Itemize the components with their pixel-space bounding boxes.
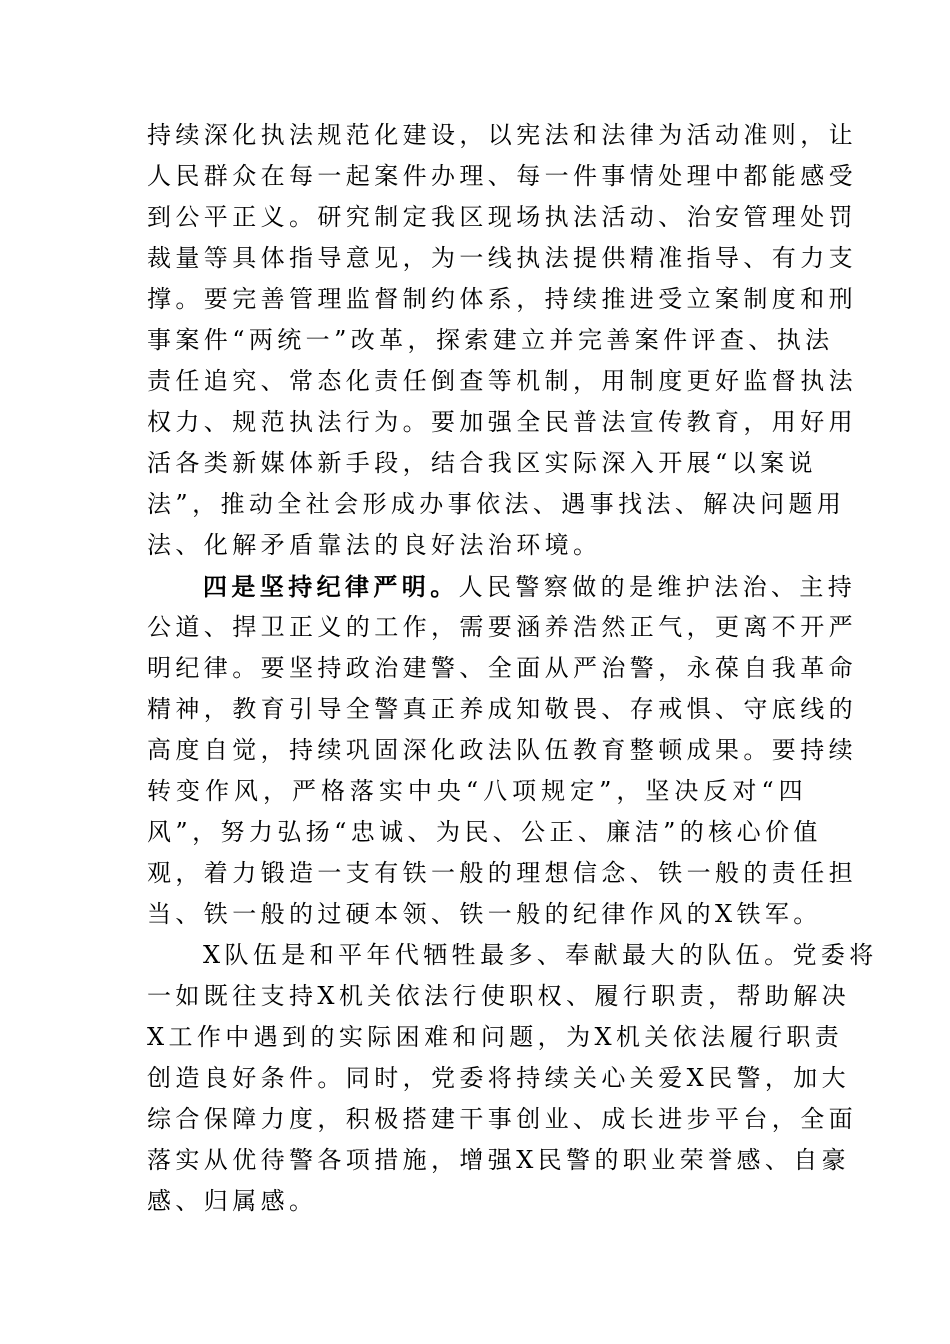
text-line: 撑。要完善管理监督制约体系，持续推进受立案制度和刑 [147,285,857,313]
heading-continuation: 人民警察做的是维护法治、主持 [458,573,857,601]
text-line: 责任追究、常态化责任倒查等机制，用制度更好监督执法 [147,367,857,395]
text-line: 公道、捍卫正义的工作，需要涵养浩然正气，更离不开严 [147,613,857,641]
text-line: 事案件“两统一”改革，探索建立并完善案件评查、执法 [147,326,834,354]
text-line: 法、化解矛盾靠法的良好法治环境。 [147,531,602,559]
paragraph-rule-of-law [147,115,857,566]
paragraph-discipline [147,566,857,935]
text-line: 风”，努力弘扬“忠诚、为民、公正、廉洁”的核心价值 [147,818,822,846]
text-line: 综合保障力度，积极搭建干事创业、成长进步平台，全面 [147,1105,857,1133]
text-line: 观，着力锻造一支有铁一般的理想信念、铁一般的责任担 [147,859,857,887]
text-line: 转变作风，严格落实中央“八项规定”，坚决反对“四 [147,777,807,805]
text-line: X工作中遇到的实际困难和问题，为X机关依法履行职责 [147,1023,844,1051]
paragraph-support [147,935,878,1222]
section-heading: 四是坚持纪律严明。 [203,572,459,601]
text-line: 高度自觉，持续巩固深化政法队伍教育整顿成果。要持续 [147,736,857,764]
text-line: 人民群众在每一起案件办理、每一件事情处理中都能感受 [147,162,857,190]
text-line: 权力、规范执法行为。要加强全民普法宣传教育，用好用 [147,408,857,436]
text-line: 明纪律。要坚持政治建警、全面从严治警，永葆自我革命 [147,654,857,682]
text-line: 当、铁一般的过硬本领、铁一般的纪律作风的X铁军。 [147,900,822,928]
text-line: 感、归属感。 [147,1187,318,1215]
text-line: 活各类新媒体新手段，结合我区实际深入开展“以案说 [147,449,817,477]
text-line: 到公平正义。研究制定我区现场执法活动、治安管理处罚 [147,203,857,231]
document-body [147,115,878,1222]
text-line: 一如既往支持X机关依法行使职权、履行职责，帮助解决 [147,982,851,1010]
text-line: 裁量等具体指导意见，为一线执法提供精准指导、有力支 [147,244,857,272]
text-line [147,566,857,607]
text-line: 落实从优待警各项措施，增强X民警的职业荣誉感、自豪 [147,1146,851,1174]
text-line: 精神，教育引导全警真正养成知敬畏、存戒惧、守底线的 [147,695,857,723]
text-line: 法”，推动全社会形成办事依法、遇事找法、解决问题用 [147,490,846,518]
text-line: 创造良好条件。同时，党委将持续关心关爱X民警，加大 [147,1064,851,1092]
text-line: X队伍是和平年代牺牲最多、奉献最大的队伍。党委将 [203,941,878,969]
text-line: 持续深化执法规范化建设，以宪法和法律为活动准则，让 [147,121,857,149]
